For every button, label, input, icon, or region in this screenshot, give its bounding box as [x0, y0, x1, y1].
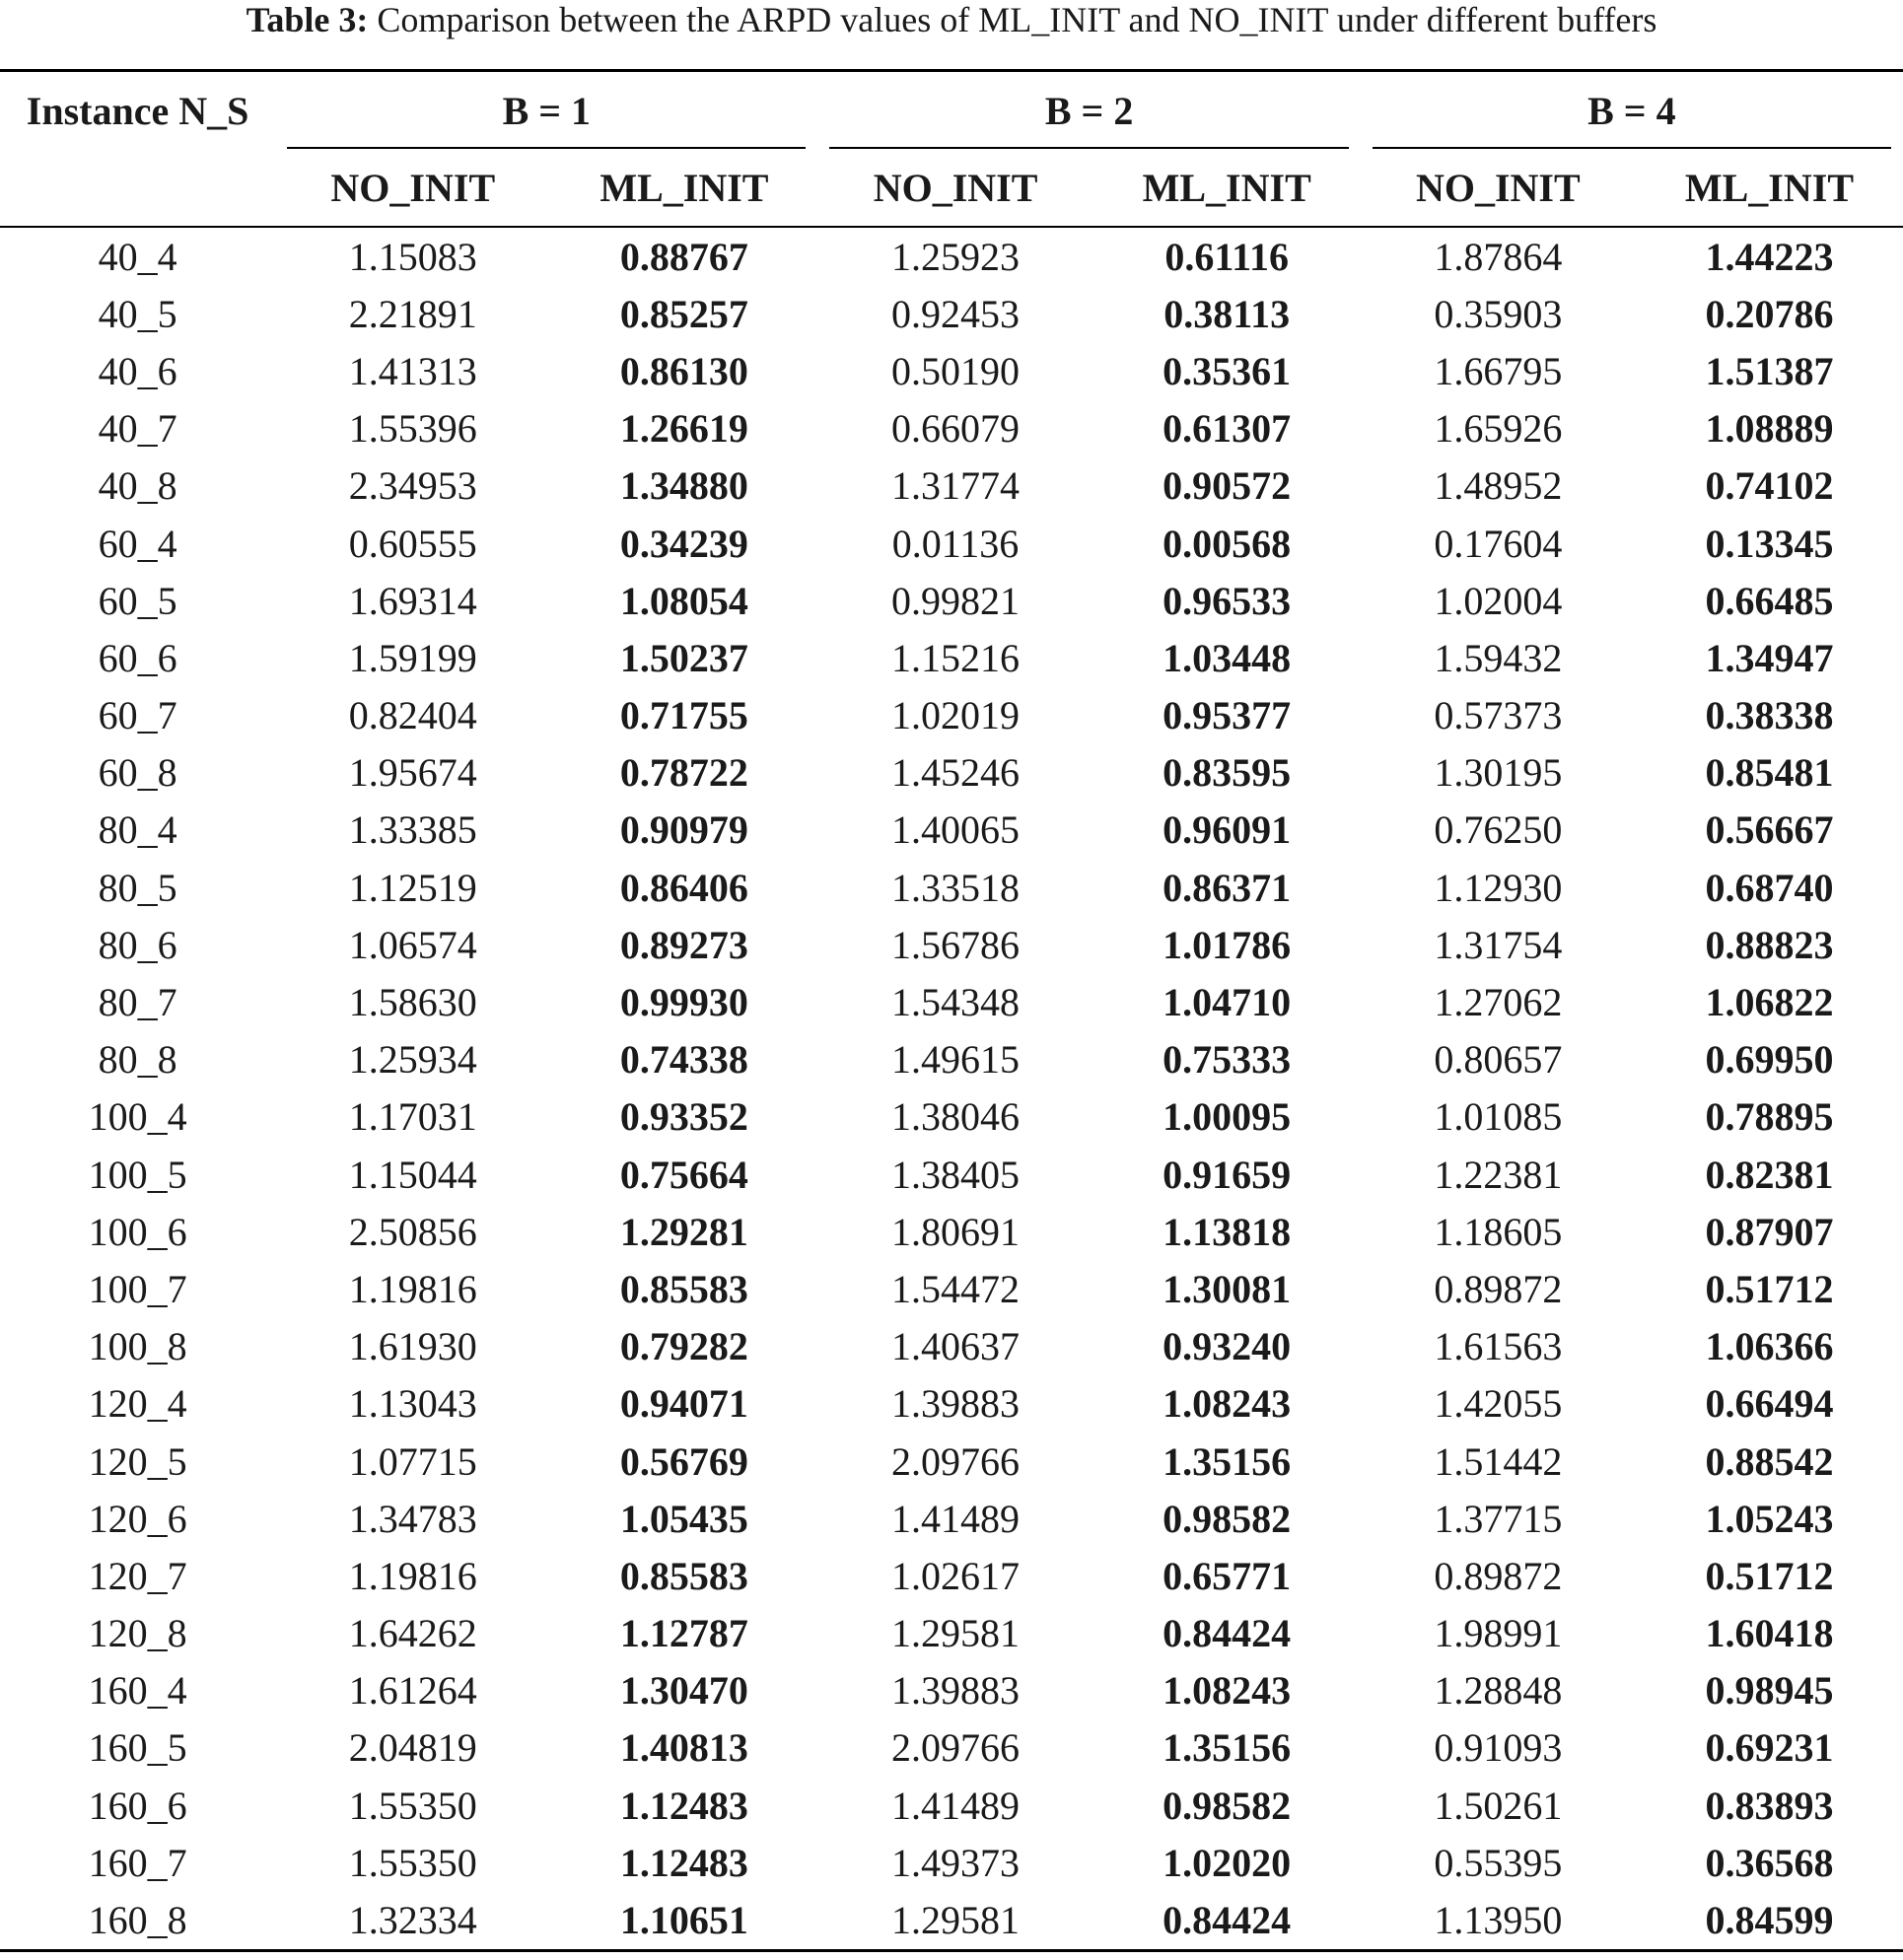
no-init-b1-cell: 1.15083: [348, 234, 477, 279]
no-init-b4-cell: 1.31754: [1434, 922, 1563, 967]
ml-init-b4-cell: 0.51712: [1705, 1553, 1834, 1598]
header-no-init: NO_INIT: [873, 165, 1038, 210]
instance-cell: 120_6: [88, 1496, 187, 1541]
table-row: [0, 1547, 1903, 1604]
table-row: [0, 400, 1903, 457]
no-init-b1-cell: 2.21891: [348, 291, 477, 336]
ml-init-b2-cell: 0.95377: [1163, 693, 1292, 738]
no-init-b2-cell: 1.56786: [891, 922, 1021, 967]
ml-init-b4-cell: 0.88542: [1705, 1438, 1834, 1484]
ml-init-b4-cell: 1.60418: [1705, 1611, 1834, 1656]
ml-init-b2-cell: 0.96091: [1163, 807, 1292, 853]
ml-init-b2-cell: 0.61307: [1163, 406, 1292, 452]
no-init-b2-cell: 1.49615: [891, 1037, 1021, 1083]
instance-cell: 60_8: [98, 750, 177, 796]
header-row-methods: [0, 149, 1903, 227]
no-init-b4-cell: 1.30195: [1434, 750, 1563, 796]
no-init-b1-cell: 1.59199: [348, 635, 477, 680]
ml-init-b2-cell: 0.61116: [1164, 234, 1289, 279]
ml-init-b2-cell: 1.03448: [1163, 635, 1292, 680]
table-row: [0, 572, 1903, 629]
group-underline: [829, 147, 1348, 149]
header-ml-init: ML_INIT: [1684, 165, 1855, 210]
instance-cell: 120_7: [88, 1553, 187, 1598]
ml-init-b1-cell: 0.78722: [619, 750, 748, 796]
table-row: [0, 1490, 1903, 1547]
ml-init-b4-cell: 0.36568: [1705, 1840, 1834, 1885]
ml-init-b1-cell: 1.26619: [619, 406, 748, 452]
ml-init-b1-cell: 1.12787: [619, 1611, 748, 1656]
ml-init-b1-cell: 1.12483: [619, 1783, 748, 1828]
no-init-b4-cell: 1.01085: [1434, 1094, 1563, 1140]
instance-cell: 160_6: [88, 1783, 187, 1828]
ml-init-b1-cell: 0.71755: [619, 693, 748, 738]
no-init-b2-cell: 1.31774: [891, 463, 1021, 509]
no-init-b1-cell: 1.19816: [348, 1266, 477, 1311]
no-init-b4-cell: 0.80657: [1434, 1037, 1563, 1083]
no-init-b2-cell: 1.38405: [891, 1152, 1021, 1197]
ml-init-b1-cell: 0.86406: [619, 865, 748, 910]
ml-init-b4-cell: 1.06366: [1705, 1324, 1834, 1369]
no-init-b4-cell: 1.50261: [1434, 1783, 1563, 1828]
table-row: [0, 1719, 1903, 1777]
ml-init-b1-cell: 1.12483: [619, 1840, 748, 1885]
no-init-b1-cell: 1.61930: [348, 1324, 477, 1369]
ml-init-b2-cell: 0.98582: [1163, 1496, 1292, 1541]
no-init-b2-cell: 0.99821: [891, 578, 1021, 623]
no-init-b1-cell: 1.07715: [348, 1438, 477, 1484]
ml-init-b4-cell: 0.83893: [1705, 1783, 1834, 1828]
ml-init-b4-cell: 0.84599: [1705, 1898, 1834, 1943]
no-init-b1-cell: 0.60555: [348, 521, 477, 566]
no-init-b1-cell: 1.32334: [348, 1898, 477, 1943]
ml-init-b1-cell: 1.50237: [619, 635, 748, 680]
ml-init-b1-cell: 0.79282: [619, 1324, 748, 1369]
no-init-b4-cell: 1.13950: [1434, 1898, 1563, 1943]
ml-init-b4-cell: 1.08889: [1705, 406, 1834, 452]
instance-cell: 40_5: [98, 291, 177, 336]
no-init-b4-cell: 1.02004: [1434, 578, 1563, 623]
header-instance: Instance N_S: [26, 88, 249, 133]
table-row: [0, 1834, 1903, 1891]
instance-cell: 40_8: [98, 463, 177, 509]
no-init-b4-cell: 0.89872: [1434, 1266, 1563, 1311]
table-row: [0, 1031, 1903, 1088]
no-init-b1-cell: 1.95674: [348, 750, 477, 796]
no-init-b1-cell: 1.13043: [348, 1381, 477, 1427]
no-init-b4-cell: 1.37715: [1434, 1496, 1563, 1541]
ml-init-b1-cell: 0.34239: [619, 521, 748, 566]
no-init-b4-cell: 1.51442: [1434, 1438, 1563, 1484]
no-init-b2-cell: 1.41489: [891, 1783, 1021, 1828]
no-init-b1-cell: 1.55350: [348, 1840, 477, 1885]
instance-cell: 120_8: [88, 1611, 187, 1656]
ml-init-b2-cell: 1.13818: [1163, 1209, 1292, 1254]
ml-init-b4-cell: 0.69231: [1705, 1725, 1834, 1771]
ml-init-b1-cell: 0.94071: [619, 1381, 748, 1427]
no-init-b4-cell: 0.57373: [1434, 693, 1563, 738]
no-init-b1-cell: 2.34953: [348, 463, 477, 509]
ml-init-b1-cell: 0.85583: [619, 1266, 748, 1311]
caption-text: Comparison between the ARPD values of ML_INIT and NO_INIT under different buffers: [377, 0, 1657, 39]
no-init-b4-cell: 1.65926: [1434, 406, 1563, 452]
instance-cell: 160_8: [88, 1898, 187, 1943]
ml-init-b2-cell: 1.35156: [1163, 1725, 1292, 1771]
caption-label: Table 3:: [246, 0, 369, 39]
no-init-b2-cell: 1.39883: [891, 1381, 1021, 1427]
instance-cell: 40_6: [98, 348, 177, 393]
instance-cell: 100_4: [88, 1094, 187, 1140]
ml-init-b2-cell: 0.00568: [1163, 521, 1292, 566]
ml-init-b1-cell: 1.34880: [619, 463, 748, 509]
no-init-b2-cell: 0.92453: [891, 291, 1021, 336]
ml-init-b4-cell: 0.69950: [1705, 1037, 1834, 1083]
table-row: [0, 916, 1903, 973]
header-group-b2-label: B = 2: [1044, 88, 1134, 133]
ml-init-b4-cell: 1.44223: [1705, 234, 1834, 279]
no-init-b2-cell: 1.40065: [891, 807, 1021, 853]
table-row: [0, 1260, 1903, 1317]
instance-cell: 40_7: [98, 406, 177, 452]
group-underline: [1373, 147, 1891, 149]
header-blank: [0, 149, 275, 227]
no-init-b1-cell: 2.04819: [348, 1725, 477, 1771]
ml-init-b2-cell: 1.02020: [1163, 1840, 1292, 1885]
no-init-b2-cell: 1.02019: [891, 693, 1021, 738]
ml-init-b2-cell: 0.86371: [1163, 865, 1292, 910]
ml-init-b4-cell: 0.66485: [1705, 578, 1834, 623]
table-caption: [0, 0, 1903, 39]
no-init-b1-cell: 1.12519: [348, 865, 477, 910]
header-group-b1-label: B = 1: [502, 88, 592, 133]
instance-cell: 80_4: [98, 807, 177, 853]
ml-init-b1-cell: 1.10651: [619, 1898, 748, 1943]
ml-init-b4-cell: 0.56667: [1705, 807, 1834, 853]
ml-init-b1-cell: 0.75664: [619, 1152, 748, 1197]
no-init-b2-cell: 1.29581: [891, 1611, 1021, 1656]
no-init-b4-cell: 1.87864: [1434, 234, 1563, 279]
ml-init-b1-cell: 1.30470: [619, 1668, 748, 1714]
table-row: [0, 802, 1903, 859]
header-ml-init: ML_INIT: [599, 165, 769, 210]
table-row: [0, 859, 1903, 916]
no-init-b2-cell: 1.29581: [891, 1898, 1021, 1943]
no-init-b1-cell: 1.61264: [348, 1668, 477, 1714]
no-init-b1-cell: 1.19816: [348, 1553, 477, 1598]
table-row: [0, 1088, 1903, 1146]
ml-init-b2-cell: 0.96533: [1163, 578, 1292, 623]
no-init-b1-cell: 1.33385: [348, 807, 477, 853]
instance-cell: 80_5: [98, 865, 177, 910]
ml-init-b4-cell: 0.66494: [1705, 1381, 1834, 1427]
no-init-b2-cell: 1.39883: [891, 1668, 1021, 1714]
ml-init-b4-cell: 0.82381: [1705, 1152, 1834, 1197]
ml-init-b4-cell: 0.20786: [1705, 291, 1834, 336]
no-init-b4-cell: 1.22381: [1434, 1152, 1563, 1197]
ml-init-b2-cell: 0.90572: [1163, 463, 1292, 509]
instance-cell: 80_8: [98, 1037, 177, 1083]
no-init-b1-cell: 1.17031: [348, 1094, 477, 1140]
ml-init-b2-cell: 0.98582: [1163, 1783, 1292, 1828]
no-init-b1-cell: 1.41313: [348, 348, 477, 393]
no-init-b4-cell: 0.76250: [1434, 807, 1563, 853]
table-row: [0, 342, 1903, 399]
header-no-init: NO_INIT: [1415, 165, 1581, 210]
no-init-b2-cell: 1.54472: [891, 1266, 1021, 1311]
ml-init-b1-cell: 1.05435: [619, 1496, 748, 1541]
table-row: [0, 1605, 1903, 1662]
no-init-b4-cell: 0.55395: [1434, 1840, 1563, 1885]
ml-init-b1-cell: 0.93352: [619, 1094, 748, 1140]
ml-init-b1-cell: 0.99930: [619, 980, 748, 1025]
instance-cell: 40_4: [98, 234, 177, 279]
ml-init-b4-cell: 1.06822: [1705, 980, 1834, 1025]
no-init-b2-cell: 2.09766: [891, 1438, 1021, 1484]
table-row: [0, 744, 1903, 802]
instance-cell: 100_5: [88, 1152, 187, 1197]
table-row: [0, 1433, 1903, 1490]
instance-cell: 60_6: [98, 635, 177, 680]
ml-init-b2-cell: 1.30081: [1163, 1266, 1292, 1311]
no-init-b2-cell: 1.25923: [891, 234, 1021, 279]
no-init-b1-cell: 1.55350: [348, 1783, 477, 1828]
no-init-b4-cell: 0.91093: [1434, 1725, 1563, 1771]
instance-cell: 100_8: [88, 1324, 187, 1369]
instance-cell: 80_6: [98, 922, 177, 967]
no-init-b1-cell: 1.69314: [348, 578, 477, 623]
no-init-b2-cell: 1.45246: [891, 750, 1021, 796]
no-init-b4-cell: 1.61563: [1434, 1324, 1563, 1369]
no-init-b2-cell: 0.66079: [891, 406, 1021, 452]
ml-init-b2-cell: 0.35361: [1163, 348, 1292, 393]
table-body: [0, 227, 1903, 1950]
no-init-b4-cell: 1.12930: [1434, 865, 1563, 910]
ml-init-b2-cell: 1.00095: [1163, 1094, 1292, 1140]
header-no-init: NO_INIT: [330, 165, 496, 210]
ml-init-b2-cell: 0.83595: [1163, 750, 1292, 796]
no-init-b4-cell: 1.59432: [1434, 635, 1563, 680]
ml-init-b1-cell: 0.86130: [619, 348, 748, 393]
table-row: [0, 1203, 1903, 1260]
arpd-comparison-table: [0, 69, 1903, 1952]
instance-cell: 100_6: [88, 1209, 187, 1254]
table-row: [0, 227, 1903, 285]
ml-init-b2-cell: 0.93240: [1163, 1324, 1292, 1369]
ml-init-b1-cell: 0.85257: [619, 291, 748, 336]
table-row: [0, 285, 1903, 342]
no-init-b1-cell: 1.06574: [348, 922, 477, 967]
instance-cell: 60_4: [98, 521, 177, 566]
no-init-b1-cell: 1.55396: [348, 406, 477, 452]
no-init-b2-cell: 1.02617: [891, 1553, 1021, 1598]
no-init-b2-cell: 1.33518: [891, 865, 1021, 910]
ml-init-b4-cell: 1.51387: [1705, 348, 1834, 393]
ml-init-b1-cell: 1.29281: [619, 1209, 748, 1254]
table-row: [0, 629, 1903, 686]
header-group-b4-label: B = 4: [1587, 88, 1676, 133]
instance-cell: 120_4: [88, 1381, 187, 1427]
ml-init-b4-cell: 1.34947: [1705, 635, 1834, 680]
ml-init-b4-cell: 0.13345: [1705, 521, 1834, 566]
header-group-b4: [1361, 71, 1903, 150]
no-init-b2-cell: 1.80691: [891, 1209, 1021, 1254]
ml-init-b2-cell: 1.35156: [1163, 1438, 1292, 1484]
header-ml-init: ML_INIT: [1142, 165, 1311, 210]
ml-init-b1-cell: 0.74338: [619, 1037, 748, 1083]
ml-init-b1-cell: 0.56769: [619, 1438, 748, 1484]
table-row: [0, 1375, 1903, 1433]
instance-cell: 160_7: [88, 1840, 187, 1885]
no-init-b4-cell: 1.66795: [1434, 348, 1563, 393]
table-row: [0, 973, 1903, 1030]
ml-init-b1-cell: 1.08054: [619, 578, 748, 623]
ml-init-b4-cell: 0.38338: [1705, 693, 1834, 738]
table-row: [0, 1662, 1903, 1719]
table-row: [0, 1777, 1903, 1834]
ml-init-b2-cell: 0.91659: [1163, 1152, 1292, 1197]
table-row: [0, 515, 1903, 572]
header-row-groups: [0, 71, 1903, 150]
no-init-b4-cell: 1.18605: [1434, 1209, 1563, 1254]
table-row: [0, 457, 1903, 515]
table-row: [0, 1146, 1903, 1203]
no-init-b1-cell: 1.25934: [348, 1037, 477, 1083]
no-init-b2-cell: 1.38046: [891, 1094, 1021, 1140]
table-row: [0, 1891, 1903, 1950]
ml-init-b2-cell: 0.65771: [1163, 1553, 1292, 1598]
ml-init-b4-cell: 0.74102: [1705, 463, 1834, 509]
ml-init-b1-cell: 0.88767: [619, 234, 748, 279]
ml-init-b4-cell: 0.68740: [1705, 865, 1834, 910]
no-init-b4-cell: 0.17604: [1434, 521, 1563, 566]
ml-init-b4-cell: 0.87907: [1705, 1209, 1834, 1254]
ml-init-b1-cell: 1.40813: [619, 1725, 748, 1771]
ml-init-b2-cell: 0.84424: [1163, 1898, 1292, 1943]
no-init-b2-cell: 0.01136: [891, 521, 1020, 566]
header-group-b2: [817, 71, 1360, 150]
ml-init-b2-cell: 1.01786: [1163, 922, 1292, 967]
no-init-b2-cell: 1.15216: [891, 635, 1021, 680]
instance-cell: 120_5: [88, 1438, 187, 1484]
no-init-b1-cell: 1.15044: [348, 1152, 477, 1197]
instance-cell: 60_5: [98, 578, 177, 623]
no-init-b2-cell: 0.50190: [891, 348, 1021, 393]
table-row: [0, 1318, 1903, 1375]
no-init-b4-cell: 1.98991: [1434, 1611, 1563, 1656]
ml-init-b1-cell: 0.85583: [619, 1553, 748, 1598]
ml-init-b4-cell: 1.05243: [1705, 1496, 1834, 1541]
no-init-b1-cell: 1.58630: [348, 980, 477, 1025]
ml-init-b4-cell: 0.78895: [1705, 1094, 1834, 1140]
ml-init-b2-cell: 1.04710: [1163, 980, 1292, 1025]
table-row: [0, 687, 1903, 744]
no-init-b2-cell: 1.41489: [891, 1496, 1021, 1541]
no-init-b2-cell: 1.49373: [891, 1840, 1021, 1885]
instance-cell: 60_7: [98, 693, 177, 738]
ml-init-b4-cell: 0.85481: [1705, 750, 1834, 796]
no-init-b4-cell: 0.35903: [1434, 291, 1563, 336]
instance-cell: 100_7: [88, 1266, 187, 1311]
ml-init-b2-cell: 1.08243: [1163, 1381, 1292, 1427]
no-init-b2-cell: 1.54348: [891, 980, 1021, 1025]
ml-init-b2-cell: 0.38113: [1163, 291, 1291, 336]
no-init-b1-cell: 1.64262: [348, 1611, 477, 1656]
no-init-b4-cell: 1.48952: [1434, 463, 1563, 509]
no-init-b4-cell: 1.27062: [1434, 980, 1563, 1025]
no-init-b4-cell: 1.28848: [1434, 1668, 1563, 1714]
no-init-b1-cell: 1.34783: [348, 1496, 477, 1541]
ml-init-b4-cell: 0.98945: [1705, 1668, 1834, 1714]
instance-cell: 160_4: [88, 1668, 187, 1714]
ml-init-b4-cell: 0.51712: [1705, 1266, 1834, 1311]
ml-init-b2-cell: 0.75333: [1163, 1037, 1292, 1083]
ml-init-b2-cell: 1.08243: [1163, 1668, 1292, 1714]
no-init-b2-cell: 2.09766: [891, 1725, 1021, 1771]
no-init-b2-cell: 1.40637: [891, 1324, 1021, 1369]
group-underline: [287, 147, 806, 149]
no-init-b1-cell: 0.82404: [348, 693, 477, 738]
ml-init-b1-cell: 0.90979: [619, 807, 748, 853]
ml-init-b4-cell: 0.88823: [1705, 922, 1834, 967]
no-init-b4-cell: 0.89872: [1434, 1553, 1563, 1598]
ml-init-b1-cell: 0.89273: [619, 922, 748, 967]
ml-init-b2-cell: 0.84424: [1163, 1611, 1292, 1656]
instance-cell: 160_5: [88, 1725, 187, 1771]
no-init-b1-cell: 2.50856: [348, 1209, 477, 1254]
no-init-b4-cell: 1.42055: [1434, 1381, 1563, 1427]
instance-cell: 80_7: [98, 980, 177, 1025]
header-group-b1: [275, 71, 817, 150]
